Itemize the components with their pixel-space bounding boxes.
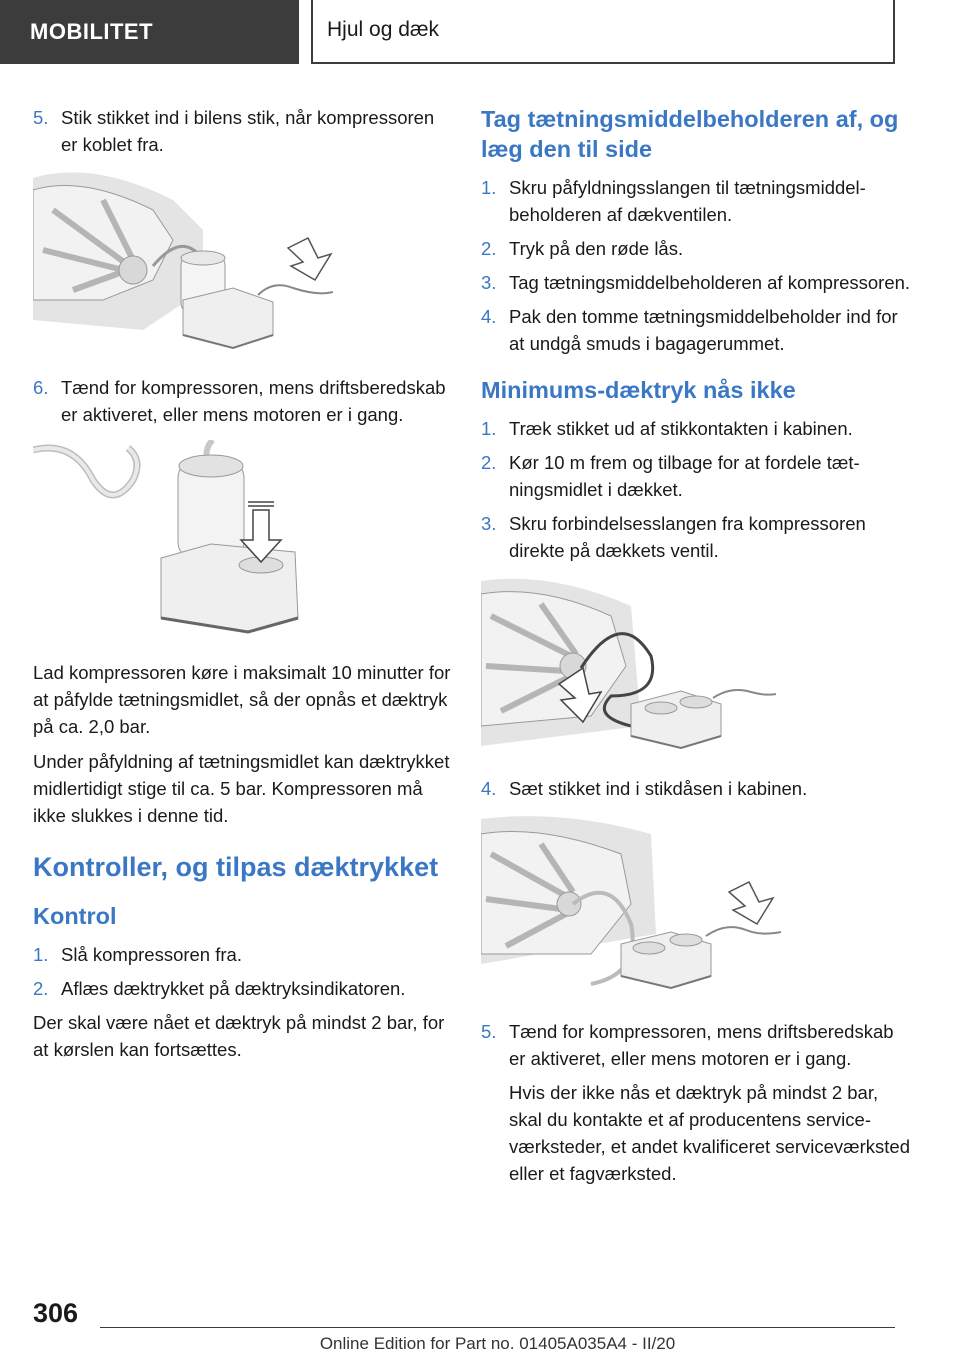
step-item — [481, 1018, 911, 1072]
step-item — [33, 975, 453, 1002]
step-number: 2. — [33, 978, 49, 999]
paragraph: Lad kompressoren køre i maksimalt 10 minutter for at påfylde tætningsmidlet, så der opnås et dæktryk på ca. 2,0 bar. — [33, 662, 451, 737]
subsection-heading: Kontrol — [33, 903, 117, 929]
plug-in-cabin-illustration — [481, 814, 781, 1004]
step-number: 1. — [481, 177, 497, 198]
step-text: Pak den tomme tætningsmiddelbeholder ind for at undgå smuds i bagagerummet. — [509, 306, 898, 354]
step-number: 2. — [481, 452, 497, 473]
step-text: Slå kompressoren fra. — [61, 944, 242, 965]
header-chapter-label: Hjul og dæk — [327, 18, 440, 41]
step-text: Stik stikket ind i bilens stik, når kompressoren er koblet fra. — [61, 107, 435, 155]
step-number: 5. — [33, 107, 49, 128]
step-item — [481, 510, 911, 564]
step-number: 4. — [481, 306, 497, 327]
step-item — [481, 449, 911, 503]
subsection-heading: Tag tætningsmiddelbeholderen af, og læg den til side — [481, 106, 899, 162]
step-number: 3. — [481, 513, 497, 534]
step-text: Skru påfyldningsslangen til tætningsmiddelbeholderen af dækventilen. — [509, 177, 866, 225]
step-item — [33, 374, 453, 428]
step-number: 2. — [481, 238, 497, 259]
step-number: 5. — [481, 1021, 497, 1042]
step-text: Træk stikket ud af stikkontakten i kabinen. — [509, 418, 853, 439]
paragraph: Under påfyldning af tætningsmidlet kan dæktrykket midlertidigt stige til ca. 5 bar. Kompressoren må ikke slukkes i denne tid. — [33, 751, 450, 826]
paragraph: Der skal være nået et dæktryk på mindst 2 bar, for at kørslen kan fortsættes. — [33, 1012, 445, 1060]
step-number: 4. — [481, 778, 497, 799]
step-item — [481, 235, 911, 262]
step-item — [33, 104, 453, 158]
header-chapter-box — [311, 0, 895, 64]
step-text: Tag tætningsmiddelbeholderen af kompressoren. — [509, 272, 911, 293]
step-text: Tænd for kompressoren, mens driftsberedskab er aktiveret, eller mens motoren er i gang. — [509, 1021, 894, 1069]
step-text: Aflæs dæktrykket på dæktryksindikatoren. — [61, 978, 406, 999]
section-heading: Kontroller, og tilpas dæktrykket — [33, 852, 439, 882]
compressor-button-illustration — [33, 440, 333, 645]
step-item — [481, 415, 911, 442]
page-number: 306 — [33, 1298, 79, 1328]
step-item — [481, 775, 911, 802]
right-column — [481, 104, 911, 1195]
step-item — [481, 269, 911, 296]
step-item — [481, 303, 911, 357]
step-text: Kør 10 m frem og tilbage for at fordele tætningsmidlet i dækket. — [509, 452, 860, 500]
header-section-label: MOBILITET — [30, 19, 154, 44]
compressor-on-wheel-illustration — [33, 170, 333, 360]
header-section-tab — [0, 0, 299, 64]
left-column — [33, 104, 453, 1071]
step-text: Sæt stikket ind i stikdåsen i kabinen. — [509, 778, 808, 799]
subsection-heading: Minimums-dæktryk nås ikke — [481, 377, 796, 403]
step-number: 1. — [481, 418, 497, 439]
step-text: Skru forbindelsesslangen fra kompressoren direkte på dækkets ventil. — [509, 513, 866, 561]
step-item — [33, 941, 453, 968]
step-note: Hvis der ikke nås et dæktryk på mindst 2 bar, skal du kontakte et af producentens serviceværksteder, et andet kvalificeret serviceværksted eller et fagværksted. — [509, 1082, 910, 1184]
step-number: 1. — [33, 944, 49, 965]
step-item — [481, 174, 911, 228]
step-text: Tryk på den røde lås. — [509, 238, 684, 259]
footer-divider — [100, 1327, 895, 1328]
hose-to-valve-illustration — [481, 576, 781, 761]
step-number: 6. — [33, 377, 49, 398]
step-text: Tænd for kompressoren, mens driftsberedskab er aktiveret, eller mens motoren er i gang. — [61, 377, 446, 425]
footer-edition: Online Edition for Part no. 01405A035A4 - II/20 — [319, 1334, 676, 1353]
step-number: 3. — [481, 272, 497, 293]
